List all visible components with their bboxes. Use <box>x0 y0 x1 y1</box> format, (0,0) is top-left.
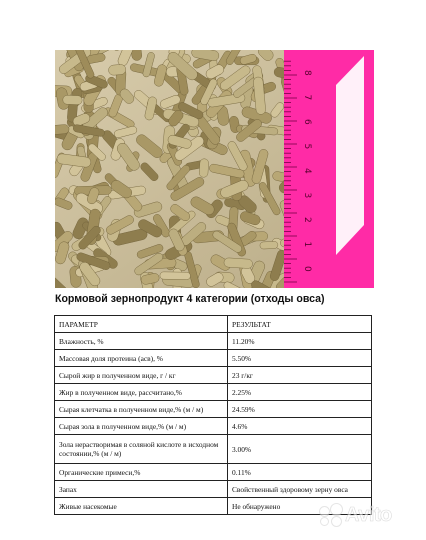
pellet <box>160 272 191 280</box>
result-cell: 5.50% <box>228 350 372 367</box>
result-cell: 23 г/кг <box>228 367 372 384</box>
watermark-text: Avito <box>345 503 392 526</box>
ruler-number: 8 <box>302 70 312 76</box>
avito-logo-icon <box>318 503 342 527</box>
param-cell: Сырой жир в полученном виде, г / кг <box>55 367 228 384</box>
pellet <box>260 241 278 249</box>
result-cell: 0.11% <box>228 464 372 481</box>
parameters-table <box>54 315 372 515</box>
param-cell: Зола нерастворимая в соляной кислоте в исходном состоянии,% (м / м) <box>55 435 228 464</box>
header-param: ПАРАМЕТР <box>55 316 228 333</box>
table-row <box>55 367 372 384</box>
table-row <box>55 481 372 498</box>
pellet <box>63 95 83 105</box>
ruler-number: 4 <box>302 168 312 174</box>
ruler-number: 7 <box>302 94 312 101</box>
table-row <box>55 418 372 435</box>
result-cell: 2.25% <box>228 384 372 401</box>
param-cell: Живые насекомые <box>55 498 228 515</box>
param-cell: Органические примеси,% <box>55 464 228 481</box>
param-cell: Массовая доля протеина (асв), % <box>55 350 228 367</box>
product-photo <box>55 50 374 288</box>
ruler-number: 6 <box>302 119 312 125</box>
pellet <box>108 64 126 76</box>
table-row <box>55 333 372 350</box>
param-cell: Влажность, % <box>55 333 228 350</box>
table-row <box>55 401 372 418</box>
ruler-number: 5 <box>302 143 312 150</box>
avito-watermark <box>318 500 392 530</box>
result-cell: 11.20% <box>228 333 372 350</box>
result-cell: Не обнаружено <box>228 498 372 515</box>
result-cell: 3.00% <box>228 435 372 464</box>
product-title: Кормовой зернопродукт 4 категории (отходы овса) <box>55 293 325 305</box>
pellet <box>224 258 253 269</box>
ruler-number: 0 <box>302 266 312 272</box>
table-header-row <box>55 316 372 333</box>
table-row <box>55 435 372 464</box>
ruler <box>284 50 374 288</box>
table-row <box>55 350 372 367</box>
ruler-number: 1 <box>302 241 312 248</box>
result-cell: Свойственный здоровому зерну овса <box>228 481 372 498</box>
ruler-number: 3 <box>302 192 312 199</box>
param-cell: Сырая зола в полученном виде,% (м / м) <box>55 418 228 435</box>
param-cell: Жир в полученном виде, рассчитано,% <box>55 384 228 401</box>
table-row <box>55 384 372 401</box>
header-result: РЕЗУЛЬТАТ <box>228 316 372 333</box>
pellets-image <box>55 50 374 288</box>
ruler-number: 2 <box>302 217 312 223</box>
table-row <box>55 464 372 481</box>
param-cell: Запах <box>55 481 228 498</box>
result-cell: 4.6% <box>228 418 372 435</box>
param-cell: Сырая клетчатка в полученном виде,% (м / м) <box>55 401 228 418</box>
result-cell: 24.59% <box>228 401 372 418</box>
pellet <box>199 158 209 177</box>
